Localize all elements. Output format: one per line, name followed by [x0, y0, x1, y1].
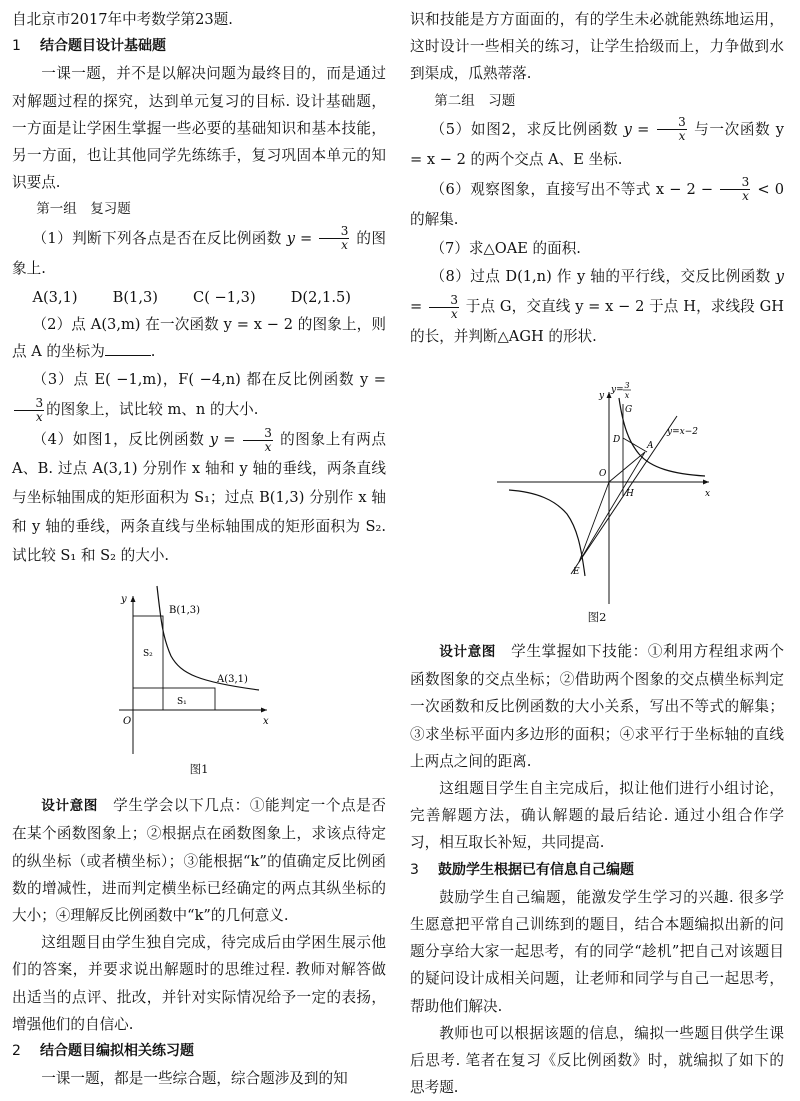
option: A(3,1)	[32, 288, 78, 306]
segment-g-a	[623, 438, 647, 452]
numerator: 3	[243, 427, 273, 441]
option: B(1,3)	[112, 288, 158, 306]
question-text: 的图象上，试比较 m、n 的大小.	[46, 401, 259, 419]
group-2-heading: 第二组 习题	[434, 92, 516, 109]
question-text: （4）如图1，反比例函数	[32, 431, 210, 449]
figure-1-caption: 图1	[189, 762, 209, 777]
paragraph: 一课一题，都是一些综合题，综合题涉及到的知	[41, 1070, 348, 1088]
denominator: x	[678, 129, 686, 144]
design-intent-2	[410, 638, 784, 775]
fraction	[243, 427, 273, 454]
y-axis-arrow	[131, 596, 136, 602]
section-number: 1	[12, 38, 21, 55]
question-text: 的图象上.	[12, 229, 386, 277]
paragraph: 一课一题，并不是以解决问题为最终目的，而是通过对解题过程的探究，达到单元复习的目标. 设计基础题，一方面是让学困生掌握一些必要的基础知识和基本技能，另一方面，也让其他同学先练练手，复习巩固本单元的知识要点.	[12, 65, 386, 192]
answer-options	[12, 284, 386, 311]
point-e-label: E	[573, 567, 580, 578]
question-8	[410, 262, 784, 352]
fraction	[14, 397, 44, 424]
curve-label-numerator: 3	[624, 381, 630, 391]
paragraph: 这组题目由学生独自完成，待完成后由学困生展示他们的答案，并要求说出解题时的思维过程. 教师对解答做出适当的点评、批改，并针对实际情况给予一定的表扬，增强他们的自信心.	[12, 934, 386, 1033]
numerator: 3	[720, 176, 750, 190]
segment-o-a	[579, 452, 645, 562]
question-6	[410, 175, 784, 235]
design-intent-text: 学生掌握如下技能：①利用方程组求两个函数图象的交点坐标；②借助两个图象的交点横坐标判定一次函数和反比例函数的大小关系，写出不等式的解集；③求坐标平面内多边形的面积；④求平行于坐标轴的直线上两点之间的距离.	[410, 643, 784, 770]
y-axis-label: y	[599, 391, 605, 402]
design-intent-label: 设计意图	[439, 644, 496, 661]
line-label: y=x−2	[667, 427, 698, 438]
paragraph: 鼓励学生自己编题，能激发学生学习的兴趣. 很多学生愿意把平常自己训练到的题目，结合本题编拟出新的问题分享给大家一起思考，有的同学“趁机”把自己对该题目的疑问设计成相关问题，让老师和同学与自己一起思考，帮助他们解决.	[410, 888, 784, 1015]
x-axis-arrow	[261, 708, 267, 713]
denominator: x	[264, 439, 272, 454]
curve-label-denominator: x	[624, 391, 630, 401]
formula-text: y =	[623, 120, 655, 138]
section-3-heading	[410, 857, 784, 884]
question-text: （6）观察图象，直接写出不等式 x − 2 −	[430, 180, 719, 198]
fraction	[657, 116, 687, 143]
question-text: （8）过点 D(1,n) 作 y 轴的平行线，交反比例函数	[430, 268, 776, 286]
fraction	[319, 225, 349, 252]
rectangle-s2	[133, 616, 163, 710]
line-y-x-2	[571, 416, 677, 574]
option: C( −1,3)	[193, 288, 256, 306]
x-axis-arrow	[703, 480, 709, 485]
formula-text: y =	[209, 431, 241, 449]
section-title: 鼓励学生根据已有信息自己编题	[438, 861, 634, 878]
question-3: （3）点 E( −1,m)，F( −4,n) 都在反比例函数 y = $\frac{3}{x}$ 的图象上，试比较 m、n 的大小.	[12, 365, 386, 425]
question-text: 的图象上有两点 A、B. 过点 A(3,1) 分别作 x 轴和 y 轴的垂线，两条直线与坐标轴围成的矩形面积为 S₁；过点 B(1,3) 分别作 x 轴和 y 轴的垂线，两条直线与坐标轴围成的矩形面积为 S₂. 试比较 S₁ 和 S₂ 的大小.	[12, 431, 387, 565]
right-column	[410, 6, 784, 1101]
point-h-label: H	[626, 489, 634, 500]
figure-2-caption: 图2	[587, 610, 607, 625]
question-2	[12, 311, 386, 365]
section-number: 2	[12, 1043, 21, 1060]
x-axis-label: x	[263, 716, 269, 728]
numerator: 3	[14, 397, 44, 411]
figure-1	[99, 582, 299, 758]
paragraph: 这组题目学生自主完成后，拟让他们进行小组讨论，完善解题方法，确认解题的最后结论. 通过小组合作学习，相互取长补短，共同提高.	[410, 780, 784, 852]
denominator: x	[35, 409, 43, 424]
section-title: 结合题目设计基础题	[40, 38, 166, 55]
origin-label: O	[599, 469, 607, 480]
origin-label: O	[123, 716, 132, 728]
y-axis-label: y	[121, 594, 127, 606]
question-text: < 0 的解集.	[410, 180, 785, 228]
fraction	[429, 294, 459, 321]
question-text: （2）点 A(3,m) 在一次函数 y = x − 2 的图象上，则点 A 的坐标为	[12, 315, 386, 361]
s1-label: S₁	[177, 697, 187, 708]
s2-label: S₂	[143, 649, 153, 660]
section-1-heading	[12, 33, 386, 60]
question-text: .	[150, 343, 156, 361]
x-axis-label: x	[705, 489, 711, 500]
design-intent-label: 设计意图	[41, 798, 98, 815]
question-text: （3）点 E( −1,m)，F( −4,n) 都在反比例函数 y	[32, 371, 369, 389]
denominator: x	[742, 189, 749, 204]
section-number: 3	[410, 861, 419, 878]
denominator: x	[450, 306, 458, 321]
point-g-label: G	[625, 405, 633, 416]
segment-o-a-2	[609, 452, 645, 482]
paragraph: 识和技能是方方面面的，有的学生未必就能熟练地运用，这时设计一些相关的练习，让学生拾级而上，力争做到水到渠成，瓜熟蒂落.	[410, 11, 784, 83]
point-a-label: A(3,1)	[217, 674, 248, 686]
design-intent-1	[12, 792, 386, 929]
fraction	[720, 176, 750, 203]
left-column	[12, 6, 386, 1092]
numerator: 3	[657, 116, 687, 130]
group-1-heading: 第一组 复习题	[36, 201, 131, 218]
option: D(2,1.5)	[290, 288, 351, 306]
question-text: 于点 G，交直线 y = x − 2 于点 H，求线段 GH 的长，并判断△AGH 的形状.	[410, 298, 784, 346]
segment-o-e	[579, 482, 609, 562]
curve-label: y=	[611, 385, 624, 396]
point-a-label: A	[647, 441, 654, 452]
question-5	[410, 115, 784, 175]
hyperbola-branch-2	[509, 490, 585, 576]
question-text: 与一次函数 y = x − 2 的两个交点 A、E 坐标.	[410, 120, 784, 168]
design-intent-text: 学生学会以下几点：①能判定一个点是否在某个函数图象上；②根据点在函数图象上，求该点待定的纵坐标（或者横坐标）；③能根据“k”的值确定反比例函数的增减性，进而判定横坐标已经确定的两点其纵坐标的大小；④理解反比例函数中“k”的几何意义.	[12, 797, 386, 925]
numerator: 3	[429, 294, 459, 308]
section-title: 结合题目编拟相关练习题	[40, 1043, 194, 1060]
rectangle-s1	[133, 688, 215, 710]
denominator: x	[341, 238, 348, 253]
formula-text: y =	[410, 268, 784, 316]
section-2-heading	[12, 1038, 386, 1065]
point-b-label: B(1,3)	[169, 605, 201, 617]
question-7: （7）求△OAE 的面积.	[430, 239, 581, 257]
question-text: （5）如图2，求反比例函数	[430, 120, 624, 138]
answer-blank	[105, 341, 151, 356]
figure-2	[477, 378, 717, 608]
question-4	[12, 425, 386, 570]
question-1	[12, 224, 386, 284]
formula-text: y =	[286, 229, 318, 247]
question-text: （1）判断下列各点是否在反比例函数	[32, 229, 287, 247]
numerator: 3	[319, 225, 349, 239]
source-note: 自北京市2017年中考数学第23题.	[12, 11, 233, 28]
paragraph: 教师也可以根据该题的信息，编拟一些题目供学生课后思考. 笔者在复习《反比例函数》时，就编拟了如下的思考题.	[410, 1024, 784, 1097]
point-d-label: D	[613, 435, 621, 446]
